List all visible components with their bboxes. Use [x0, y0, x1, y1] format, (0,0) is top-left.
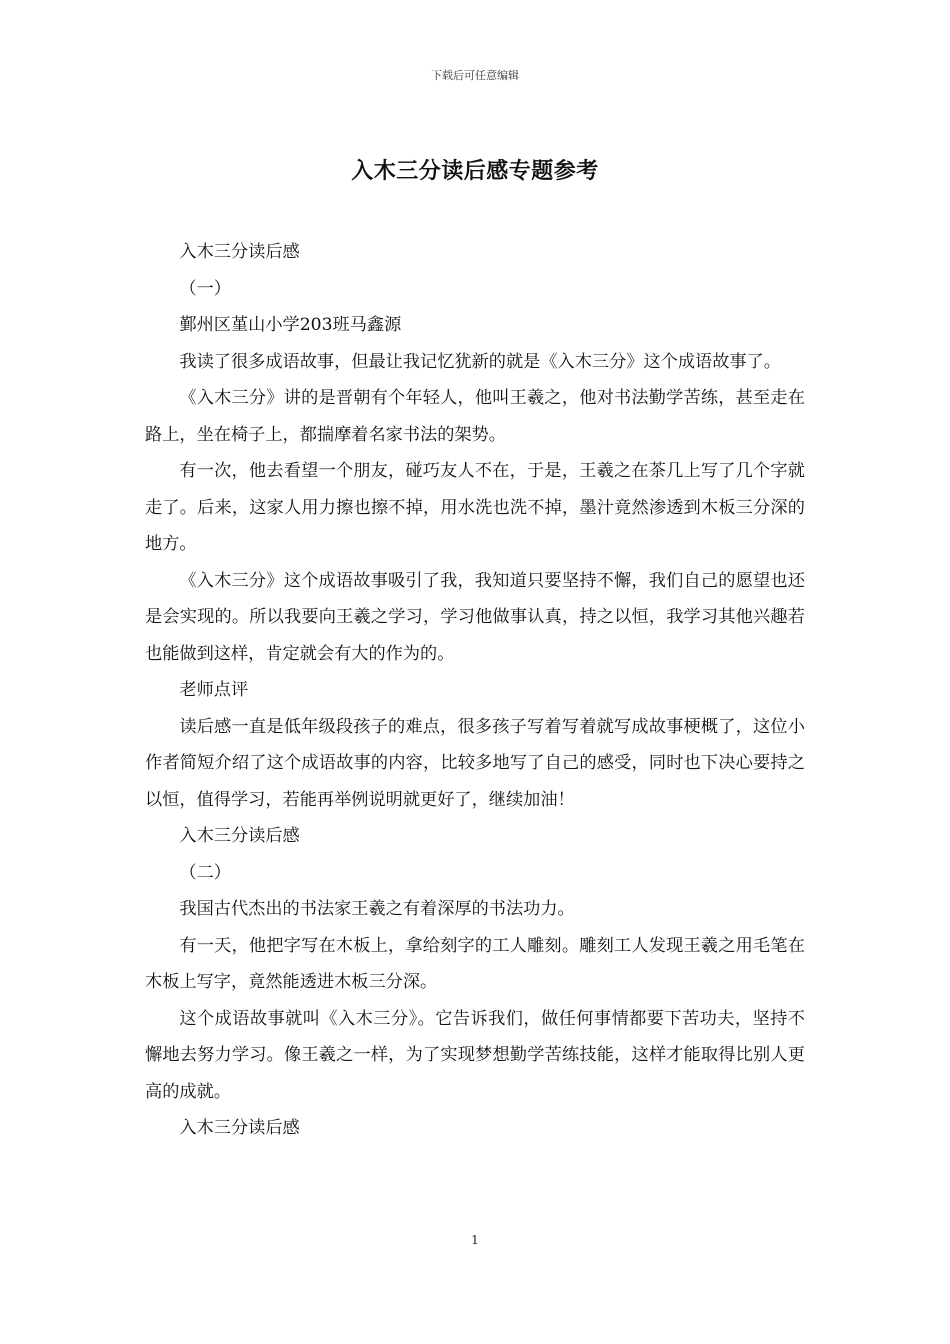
- header-note: 下载后可任意编辑: [431, 69, 519, 82]
- comment-heading: 老师点评: [179, 680, 249, 700]
- section-heading: 入木三分读后感: [179, 1118, 300, 1138]
- body-paragraph: 《入木三分》这个成语故事吸引了我，我知道只要坚持不懈，我们自己的愿望也还是会实现的。所以我要向王羲之学习，学习他做事认真，持之以恒，我学习其他兴趣若也能做到这样，肯定就会有大的作为的。: [145, 570, 805, 664]
- body-paragraph: 有一天，他把字写在木板上，拿给刻字的工人雕刻。雕刻工人发现王羲之用毛笔在木板上写字，竟然能透进木板三分深。: [145, 935, 805, 992]
- document-body: [145, 234, 805, 1147]
- body-paragraph: 这个成语故事就叫《入木三分》。它告诉我们，做任何事情都要下苦功夫，坚持不懈地去努力学习。像王羲之一样，为了实现梦想勤学苦练技能，这样才能取得比别人更高的成就。: [145, 1008, 805, 1102]
- section-number: （二）: [179, 862, 231, 883]
- comment-paragraph: 读后感一直是低年级段孩子的难点，很多孩子写着写着就写成故事梗概了，这位小作者简短介绍了这个成语故事的内容，比较多地写了自己的感受，同时也下决心要持之以恒，值得学习，若能再举例说明就更好了，继续加油！: [145, 716, 805, 810]
- document-title: 入木三分读后感专题参考: [351, 159, 599, 184]
- section-heading: 入木三分读后感: [179, 242, 300, 262]
- author-line: 鄞州区堇山小学203班马鑫源: [179, 315, 402, 335]
- body-paragraph: 我读了很多成语故事，但最让我记忆犹新的就是《入木三分》这个成语故事了。: [179, 351, 781, 372]
- body-paragraph: 我国古代杰出的书法家王羲之有着深厚的书法功力。: [179, 899, 575, 919]
- section-heading: 入木三分读后感: [179, 826, 300, 846]
- page-number: 1: [471, 1233, 479, 1247]
- body-paragraph: 《入木三分》讲的是晋朝有个年轻人，他叫王羲之，他对书法勤学苦练，甚至走在路上，坐在椅子上，都揣摩着名家书法的架势。: [145, 388, 805, 445]
- section-number: （一）: [179, 278, 231, 299]
- body-paragraph: 有一次，他去看望一个朋友，碰巧友人不在，于是，王羲之在茶几上写了几个字就走了。后来，这家人用力擦也擦不掉，用水洗也洗不掉，墨汁竟然渗透到木板三分深的地方。: [145, 461, 805, 554]
